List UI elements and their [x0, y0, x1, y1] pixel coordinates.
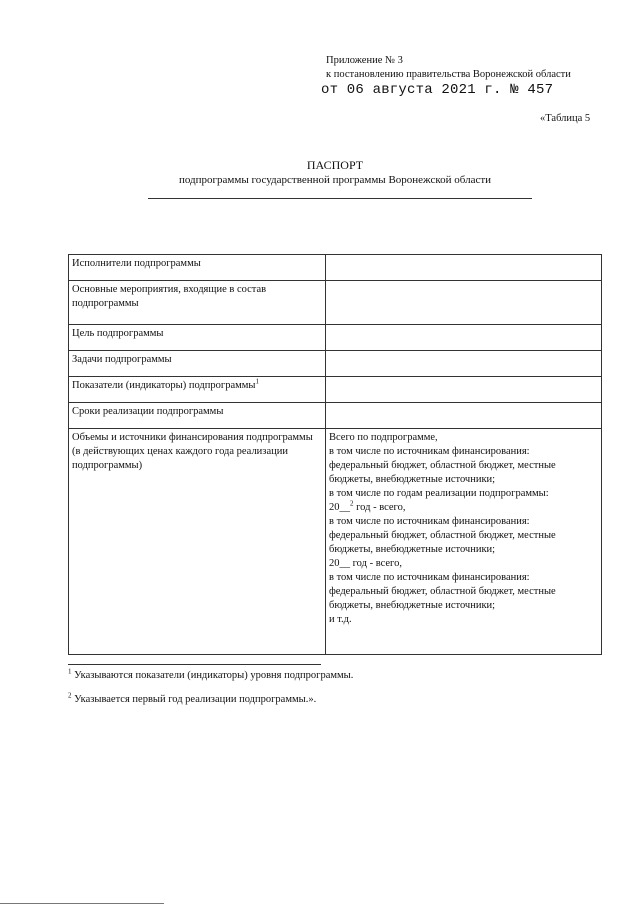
row-value	[326, 325, 602, 351]
footnote-mark: 2	[68, 691, 72, 700]
financing-line: бюджеты, внебюджетные источники;	[329, 474, 496, 485]
table-reference: «Таблица 5	[540, 113, 591, 124]
financing-year-line: 20__$^2$ год - всего,	[329, 499, 406, 513]
table-row	[69, 377, 602, 403]
footnote-1: $^1$ Указываются показатели (индикаторы) уровня подпрограммы.	[68, 667, 354, 681]
row-label: Сроки реализации подпрограммы	[69, 403, 326, 429]
table-row	[69, 351, 602, 377]
financing-line: в том числе по источникам финансирования:	[329, 446, 530, 457]
table-row	[69, 281, 602, 325]
page-bottom-rule	[0, 903, 164, 904]
row-value	[326, 377, 602, 403]
financing-line: федеральный бюджет, областной бюджет, местные	[329, 586, 556, 597]
financing-line: в том числе по источникам финансирования:	[329, 572, 530, 583]
title-underline	[148, 198, 532, 199]
table-row	[69, 255, 602, 281]
row-label: Основные мероприятия, входящие в состав подпрограммы	[69, 281, 326, 325]
financing-line: и т.д.	[329, 614, 352, 625]
resolution-label: к постановлению правительства Воронежской области	[326, 69, 571, 80]
table-row	[69, 325, 602, 351]
financing-line: Всего по подпрограмме,	[329, 432, 438, 443]
row-label: Показатели (индикаторы) подпрограммы$^1$	[69, 377, 326, 403]
row-value	[326, 255, 602, 281]
row-value	[326, 281, 602, 325]
financing-line: в том числе по годам реализации подпрограммы:	[329, 488, 549, 499]
financing-line: бюджеты, внебюджетные источники;	[329, 544, 496, 555]
passport-table	[68, 254, 602, 655]
appendix-label: Приложение № 3	[326, 55, 403, 66]
row-value	[326, 403, 602, 429]
row-label: Исполнители подпрограммы	[69, 255, 326, 281]
financing-line: в том числе по источникам финансирования:	[329, 516, 530, 527]
footnote-2: $^2$ Указывается первый год реализации подпрограммы.».	[68, 691, 317, 705]
footnote-separator	[68, 664, 321, 665]
financing-year-line: 20__ год - всего,	[329, 558, 402, 569]
financing-value	[326, 429, 602, 655]
row-label: Задачи подпрограммы	[69, 351, 326, 377]
footnote-ref: 1	[255, 377, 259, 386]
date-number-stamp: от 06 августа 2021 г. № 457	[321, 82, 554, 98]
financing-line: федеральный бюджет, областной бюджет, местные	[329, 460, 556, 471]
page-subtitle: подпрограммы государственной программы Воронежской области	[178, 174, 492, 186]
table-row	[69, 403, 602, 429]
financing-label: Объемы и источники финансирования подпрограммы (в действующих ценах каждого года реализации подпрограммы)	[69, 429, 326, 655]
financing-line: бюджеты, внебюджетные источники;	[329, 600, 496, 611]
financing-line: федеральный бюджет, областной бюджет, местные	[329, 530, 556, 541]
table-row-financing	[69, 429, 602, 655]
row-value	[326, 351, 602, 377]
row-label: Цель подпрограммы	[69, 325, 326, 351]
footnote-ref: 2	[350, 499, 354, 508]
footnote-mark: 1	[68, 667, 72, 676]
page-title: ПАСПОРТ	[306, 158, 364, 172]
